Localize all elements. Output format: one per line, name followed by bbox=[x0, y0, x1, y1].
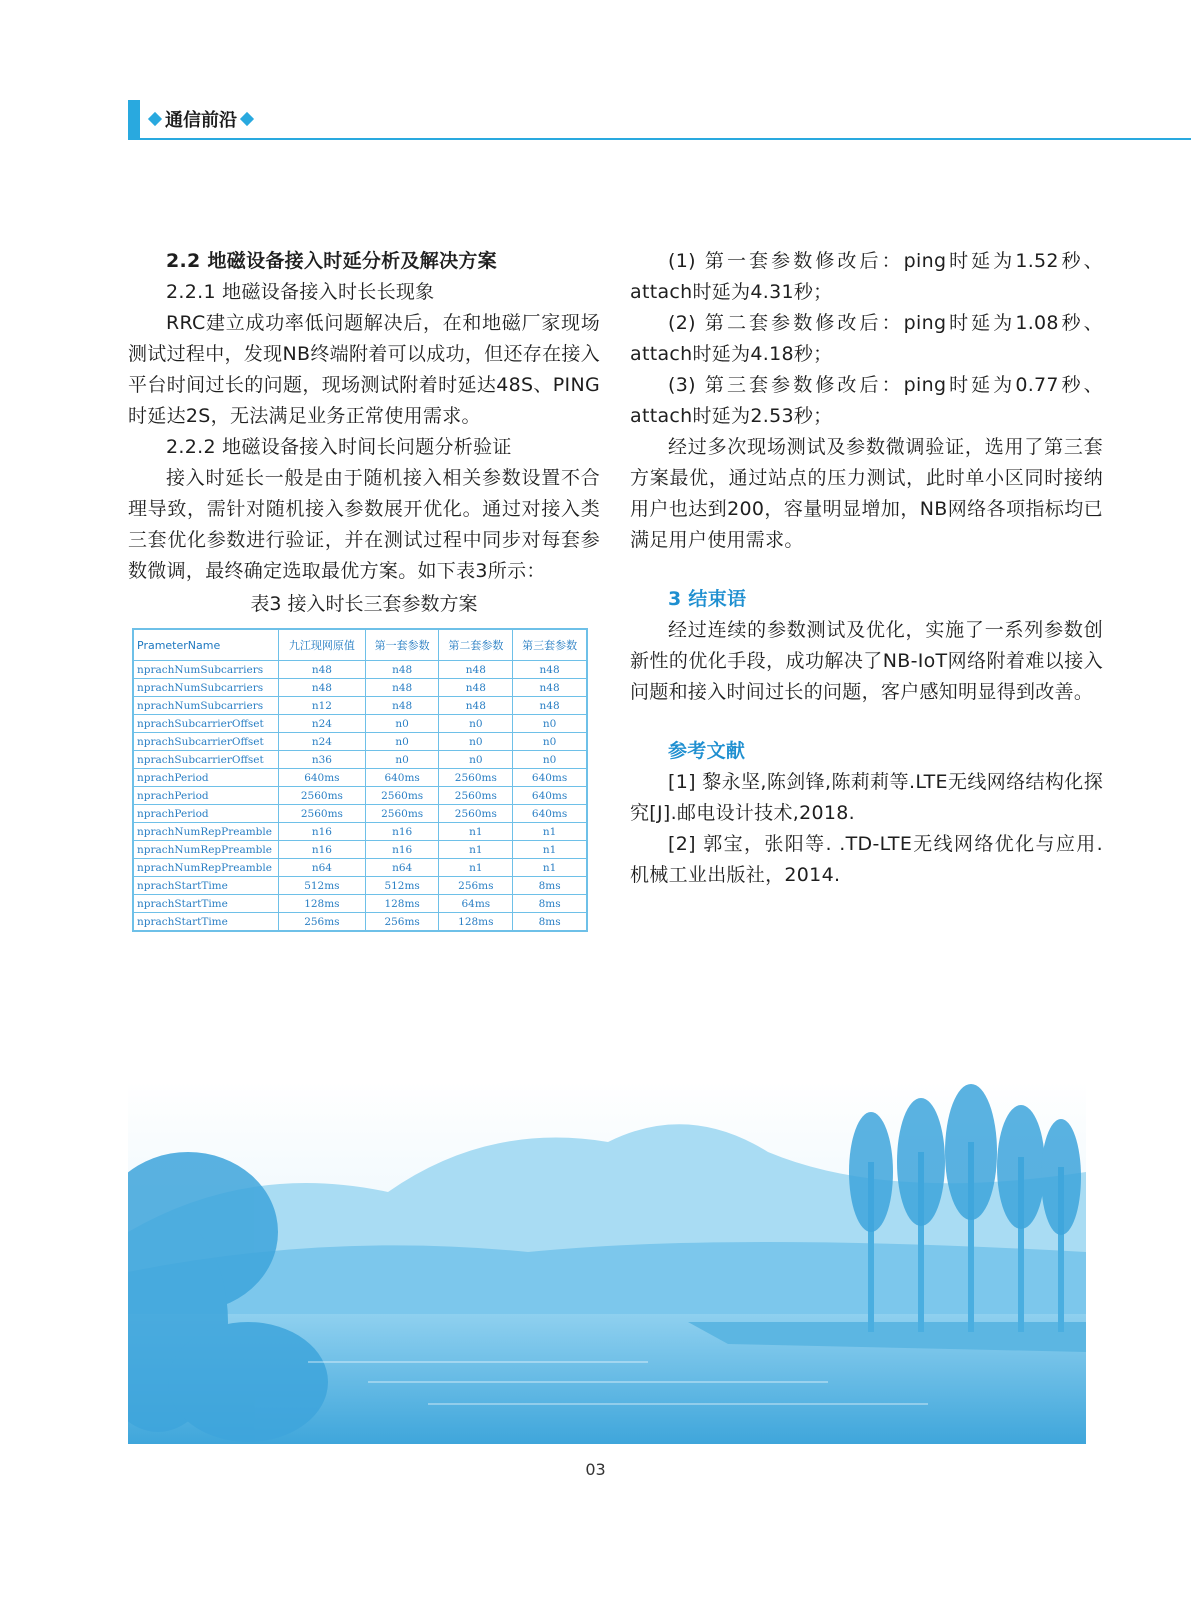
table-cell: 8ms bbox=[513, 877, 587, 895]
table-cell: n48 bbox=[513, 697, 587, 715]
table-cell: n12 bbox=[279, 697, 366, 715]
diamond-icon bbox=[240, 112, 254, 126]
table-cell: 640ms bbox=[279, 769, 366, 787]
table-cell: 2560ms bbox=[439, 769, 513, 787]
table-cell: 128ms bbox=[439, 913, 513, 932]
table-cell: n48 bbox=[365, 697, 439, 715]
table-caption: 表3 接入时长三套参数方案 bbox=[250, 593, 478, 615]
table-cell: n0 bbox=[513, 751, 587, 769]
table-cell: n0 bbox=[513, 715, 587, 733]
table-header-cell: PrameterName bbox=[133, 629, 279, 661]
table-cell: 256ms bbox=[279, 913, 366, 932]
subsection-heading-2-2-1: 2.2.1 地磁设备接入时长长现象 bbox=[166, 281, 435, 303]
table-row bbox=[133, 733, 587, 751]
table-cell: 512ms bbox=[365, 877, 439, 895]
table-cell: n1 bbox=[439, 859, 513, 877]
table-cell: n64 bbox=[279, 859, 366, 877]
table-header-cell: 九江现网原值 bbox=[279, 629, 366, 661]
table-cell: 8ms bbox=[513, 913, 587, 932]
reference-1: [1] 黎永坚,陈剑锋,陈莉莉等.LTE无线网络结构化探究[J].邮电设计技术,2018. bbox=[630, 771, 1103, 824]
table-cell: nprachStartTime bbox=[133, 913, 279, 932]
table-cell: 64ms bbox=[439, 895, 513, 913]
table-row bbox=[133, 661, 587, 679]
table-header-cell: 第三套参数 bbox=[513, 629, 587, 661]
table-cell: n48 bbox=[513, 679, 587, 697]
table-cell: nprachStartTime bbox=[133, 877, 279, 895]
table-cell: 2560ms bbox=[279, 805, 366, 823]
references-heading: 参考文献 bbox=[668, 740, 746, 762]
table-cell: 2560ms bbox=[439, 805, 513, 823]
table-cell: n64 bbox=[365, 859, 439, 877]
table-cell: n1 bbox=[513, 823, 587, 841]
table-cell: n48 bbox=[513, 661, 587, 679]
table-cell: n0 bbox=[439, 733, 513, 751]
table-cell: 640ms bbox=[513, 787, 587, 805]
header-title bbox=[150, 106, 252, 132]
result-item-2: (2) 第二套参数修改后：ping时延为1.08秒、attach时延为4.18秒； bbox=[630, 312, 1103, 365]
table-cell: nprachSubcarrierOffset bbox=[133, 715, 279, 733]
diamond-icon bbox=[148, 112, 162, 126]
paragraph: 接入时延长一般是由于随机接入相关参数设置不合理导致，需针对随机接入参数展开优化。通过对接入类三套优化参数进行验证，并在测试过程中同步对每套参数微调，最终确定选取最优方案。如下表3所示： bbox=[128, 467, 600, 582]
table-row bbox=[133, 679, 587, 697]
table-cell: n24 bbox=[279, 733, 366, 751]
right-column bbox=[630, 246, 1103, 891]
table-cell: 128ms bbox=[279, 895, 366, 913]
table-row bbox=[133, 823, 587, 841]
table-cell: n16 bbox=[365, 841, 439, 859]
table-cell: 640ms bbox=[513, 769, 587, 787]
table-cell: n48 bbox=[279, 679, 366, 697]
table-cell: nprachStartTime bbox=[133, 895, 279, 913]
table-body bbox=[133, 661, 587, 932]
result-item-1: (1) 第一套参数修改后：ping时延为1.52秒、attach时延为4.31秒； bbox=[630, 250, 1103, 303]
table-row bbox=[133, 913, 587, 932]
table-row bbox=[133, 877, 587, 895]
table-cell: nprachNumRepPreamble bbox=[133, 859, 279, 877]
table-cell: nprachNumRepPreamble bbox=[133, 841, 279, 859]
table-cell: n16 bbox=[279, 841, 366, 859]
table-cell: n48 bbox=[365, 679, 439, 697]
table-cell: nprachSubcarrierOffset bbox=[133, 733, 279, 751]
table-row bbox=[133, 751, 587, 769]
table-row bbox=[133, 715, 587, 733]
table-cell: n1 bbox=[513, 841, 587, 859]
table-row bbox=[133, 697, 587, 715]
table-cell: n16 bbox=[365, 823, 439, 841]
table-header-row bbox=[133, 629, 587, 661]
table-cell: n48 bbox=[439, 661, 513, 679]
header-accent-bar bbox=[128, 100, 140, 140]
section-heading-3: 3 结束语 bbox=[668, 588, 747, 610]
header-rule bbox=[140, 138, 1191, 140]
table-row bbox=[133, 841, 587, 859]
table-cell: nprachPeriod bbox=[133, 769, 279, 787]
table-cell: n24 bbox=[279, 715, 366, 733]
lake-landscape-illustration bbox=[128, 1082, 1086, 1444]
table-cell: 512ms bbox=[279, 877, 366, 895]
paragraph: 经过连续的参数测试及优化，实施了一系列参数创新性的优化手段，成功解决了NB-IoT网络附着难以接入问题和接入时间过长的问题，客户感知明显得到改善。 bbox=[630, 619, 1103, 703]
table-cell: 2560ms bbox=[439, 787, 513, 805]
header-title-text: 通信前沿 bbox=[165, 110, 237, 131]
paragraph: 经过多次现场测试及参数微调验证，选用了第三套方案最优，通过站点的压力测试，此时单小区同时接纳用户也达到200，容量明显增加，NB网络各项指标均已满足用户使用需求。 bbox=[630, 436, 1103, 551]
table-cell: nprachNumRepPreamble bbox=[133, 823, 279, 841]
table-cell: 8ms bbox=[513, 895, 587, 913]
table-row bbox=[133, 895, 587, 913]
result-item-3: (3) 第三套参数修改后：ping时延为0.77秒、attach时延为2.53秒； bbox=[630, 374, 1103, 427]
table-cell: nprachPeriod bbox=[133, 787, 279, 805]
table-row bbox=[133, 787, 587, 805]
table-cell: nprachNumSubcarriers bbox=[133, 661, 279, 679]
table-cell: n0 bbox=[513, 733, 587, 751]
table-cell: 256ms bbox=[365, 913, 439, 932]
table-row bbox=[133, 859, 587, 877]
table-cell: 2560ms bbox=[365, 805, 439, 823]
table-cell: 640ms bbox=[513, 805, 587, 823]
table-cell: n0 bbox=[365, 751, 439, 769]
table-cell: n48 bbox=[439, 679, 513, 697]
parameter-table bbox=[132, 628, 588, 932]
table-cell: nprachNumSubcarriers bbox=[133, 697, 279, 715]
table-cell: nprachPeriod bbox=[133, 805, 279, 823]
landscape-image bbox=[128, 1082, 1086, 1444]
table-cell: n0 bbox=[439, 715, 513, 733]
table-cell: n16 bbox=[279, 823, 366, 841]
table-cell: n1 bbox=[439, 841, 513, 859]
table-cell: 128ms bbox=[365, 895, 439, 913]
table-cell: n48 bbox=[439, 697, 513, 715]
table-cell: 2560ms bbox=[279, 787, 366, 805]
table-cell: n48 bbox=[279, 661, 366, 679]
table-cell: nprachNumSubcarriers bbox=[133, 679, 279, 697]
table-row bbox=[133, 805, 587, 823]
page-number: 03 bbox=[585, 1460, 606, 1479]
table-cell: n0 bbox=[365, 733, 439, 751]
table-cell: n0 bbox=[365, 715, 439, 733]
left-column bbox=[128, 246, 600, 932]
table-header-cell: 第二套参数 bbox=[439, 629, 513, 661]
table-cell: n1 bbox=[439, 823, 513, 841]
reference-2: [2] 郭宝，张阳等. .TD-LTE无线网络优化与应用. 机械工业出版社，2014. bbox=[630, 833, 1103, 886]
section-heading-2-2: 2.2 地磁设备接入时延分析及解决方案 bbox=[166, 250, 497, 272]
paragraph: RRC建立成功率低问题解决后，在和地磁厂家现场测试过程中，发现NB终端附着可以成功，但还存在接入平台时间过长的问题，现场测试附着时延达48S、PING时延达2S，无法满足业务正常使用需求。 bbox=[128, 312, 600, 427]
table-cell: n48 bbox=[365, 661, 439, 679]
table-cell: 640ms bbox=[365, 769, 439, 787]
table-header-cell: 第一套参数 bbox=[365, 629, 439, 661]
table-row bbox=[133, 769, 587, 787]
table-cell: 256ms bbox=[439, 877, 513, 895]
table-cell: nprachSubcarrierOffset bbox=[133, 751, 279, 769]
page-header bbox=[128, 100, 1191, 140]
subsection-heading-2-2-2: 2.2.2 地磁设备接入时间长问题分析验证 bbox=[166, 436, 512, 458]
table-cell: 2560ms bbox=[365, 787, 439, 805]
table-cell: n0 bbox=[439, 751, 513, 769]
table-cell: n1 bbox=[513, 859, 587, 877]
table-cell: n36 bbox=[279, 751, 366, 769]
